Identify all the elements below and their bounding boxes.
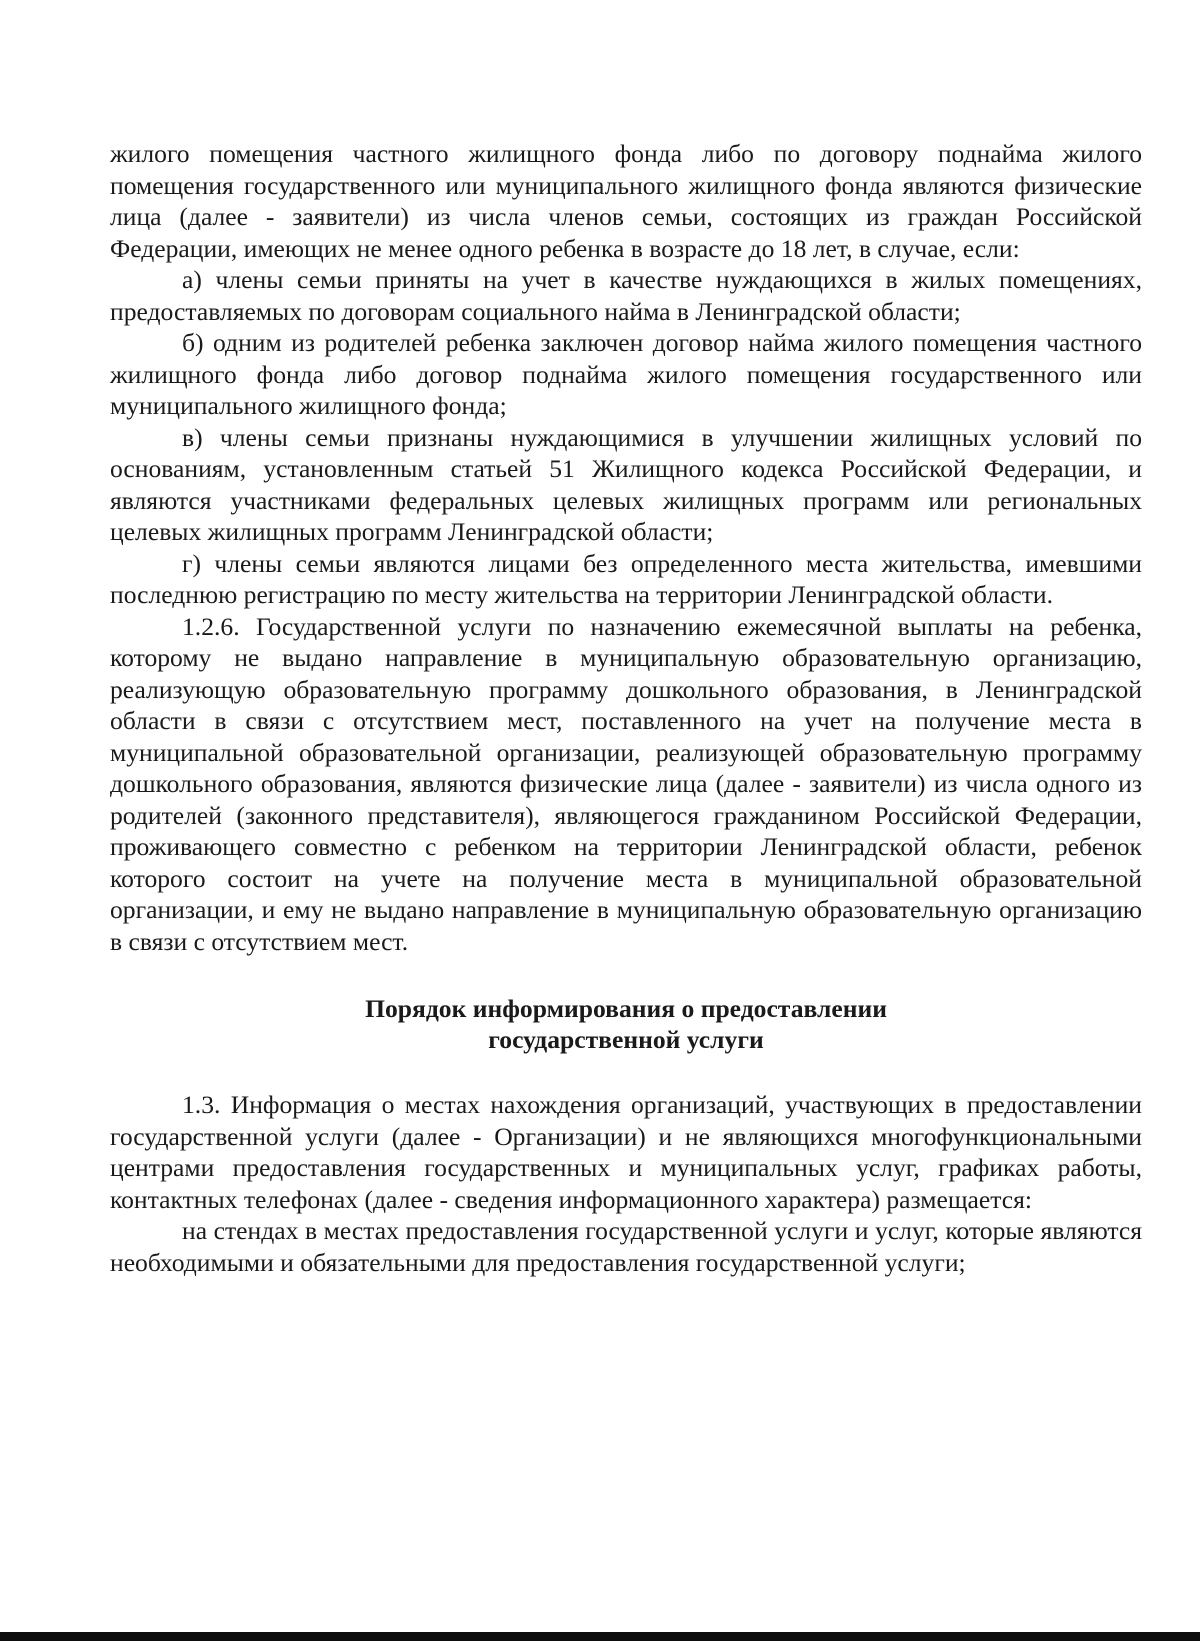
document-page <box>110 138 1142 1278</box>
section-heading-line-1: Порядок информирования о предоставлении <box>365 994 887 1023</box>
paragraph-item-g: г) члены семьи являются лицами без определенного места жительства, имевшими последнюю регистрацию по месту жительства на территории Ленинградской области. <box>110 548 1142 609</box>
paragraph-1-3: 1.3. Информация о местах нахождения организаций, участвующих в предоставлении государственной услуги (далее - Организации) и не являющихся многофункциональными центрами предоставления государственных и муниципальных услуг, графиках работы, контактных телефонах (далее - сведения информационного характера) размещается: <box>110 1090 1142 1214</box>
paragraph-item-a: а) члены семьи приняты на учет в качестве нуждающихся в жилых помещениях, предоставляемых по договорам социального найма в Ленинградской области; <box>110 265 1142 326</box>
paragraph-1-2-6: 1.2.6. Государственной услуги по назначению ежемесячной выплаты на ребенка, которому не выдано направление в муниципальную образовательную организацию, реализующую образовательную программу дошкольного образования, в Ленинградской области в связи с отсутствием мест, поставленного на учет на получение места в муниципальной образовательной организации, реализующей образовательную программу дошкольного образования, являются физические лица (далее - заявители) из числа одного из родителей (законного представителя), являющегося гражданином Российской Федерации, проживающего совместно с ребенком на территории Ленинградской области, ребенок которого состоит на учете на получение места в муниципальной образовательной организации, и ему не выдано направление в муниципальную образовательную организацию в связи с отсутствием мест. <box>110 611 1142 956</box>
paragraph-applicants-continuation: жилого помещения частного жилищного фонда либо по договору поднайма жилого помещения государственного или муниципального жилищного фонда являются физические лица (далее - заявители) из числа членов семьи, состоящих из граждан Российской Федерации, имеющих не менее одного ребенка в возрасте до 18 лет, в случае, если: <box>110 139 1142 263</box>
section-heading <box>110 993 1142 1055</box>
paragraph-item-b: б) одним из родителей ребенка заключен договор найма жилого помещения частного жилищного фонда либо договор поднайма жилого помещения государственного или муниципального жилищного фонда; <box>110 328 1142 420</box>
section-heading-line-2: государственной услуги <box>488 1025 764 1054</box>
paragraph-stands: на стендах в местах предоставления государственной услуги и услуг, которые являются необходимыми и обязательными для предоставления государственной услуги; <box>110 1216 1142 1277</box>
paragraph-item-v: в) члены семьи признаны нуждающимися в улучшении жилищных условий по основаниям, установленным статьей 51 Жилищного кодекса Российской Федерации, и являются участниками федеральных целевых жилищных программ или региональных целевых жилищных программ Ленинградской области; <box>110 422 1142 546</box>
scan-bottom-edge <box>0 1632 1200 1641</box>
